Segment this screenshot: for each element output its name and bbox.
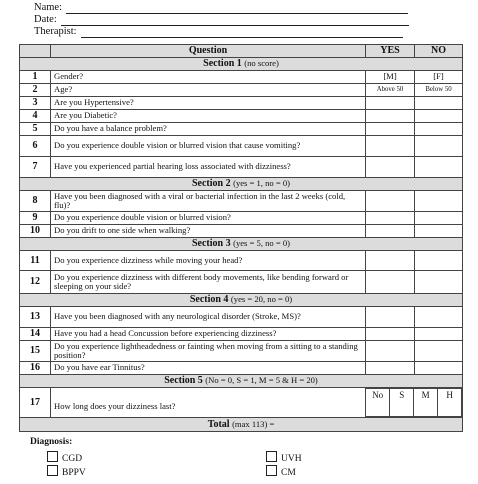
section-5-note: (No = 0, S = 1, M = 5 & H = 20)	[205, 375, 318, 386]
question-text: Do you drift to one side when walking?	[51, 225, 366, 238]
no-cell[interactable]	[415, 136, 463, 157]
yes-header: YES	[366, 45, 415, 58]
diagnosis-option-cm[interactable]	[266, 465, 296, 479]
option-label: CGD	[62, 454, 83, 464]
no-cell[interactable]	[415, 97, 463, 110]
yes-cell[interactable]	[366, 110, 415, 123]
yes-cell[interactable]	[366, 362, 415, 375]
question-text: Do you experience double vision or blurred vision?	[51, 212, 366, 225]
question-text: Have you experienced partial hearing loss associated with dizziness?	[51, 157, 366, 178]
section-2-title: Section 2	[191, 178, 231, 190]
question-header: Question	[51, 45, 366, 58]
yes-cell[interactable]	[366, 251, 415, 271]
checkbox-icon[interactable]	[266, 465, 277, 476]
question-text: Do you experience dizziness while moving your head?	[51, 251, 366, 271]
question-text: Are you Diabetic?	[51, 110, 366, 123]
diagnosis-option-cgd[interactable]	[47, 451, 82, 465]
therapist-field[interactable]	[81, 37, 403, 38]
yes-cell[interactable]	[366, 191, 415, 212]
no-cell[interactable]	[415, 362, 463, 375]
question-text: Have you had a head Concussion before experiencing dizziness?	[51, 328, 366, 341]
question-number: 8	[20, 191, 51, 212]
question-text: Gender?	[51, 71, 366, 84]
section-1-title: Section 1	[203, 58, 242, 70]
yes-cell[interactable]: Above 50	[366, 84, 415, 97]
question-text: Have you been diagnosed with a viral or bacterial infection in the last 2 weeks (cold, flu)?	[51, 191, 366, 212]
duration-options-cell	[366, 388, 463, 418]
checkbox-icon[interactable]	[266, 451, 277, 462]
table-row	[20, 84, 463, 97]
question-number: 5	[20, 123, 51, 136]
table-row	[20, 212, 463, 225]
table-header-row	[20, 45, 463, 58]
table-row	[20, 123, 463, 136]
question-number: 2	[20, 84, 51, 97]
section-5-title: Section 5	[164, 375, 203, 387]
option-h[interactable]: H	[438, 389, 462, 417]
question-number: 17	[20, 388, 51, 418]
no-cell[interactable]: Below 50	[415, 84, 463, 97]
section-3-note: (yes = 5, no = 0)	[233, 238, 291, 249]
no-cell[interactable]	[415, 225, 463, 238]
yes-cell[interactable]	[366, 212, 415, 225]
option-label: BPPV	[62, 468, 86, 478]
diagnosis-option-bppv[interactable]	[47, 465, 86, 479]
section-4-row	[20, 294, 463, 307]
question-text: Age?	[51, 84, 366, 97]
section-3-title: Section 3	[191, 238, 231, 250]
table-row	[20, 97, 463, 110]
question-number: 12	[20, 271, 51, 294]
yes-cell[interactable]	[366, 97, 415, 110]
question-number: 7	[20, 157, 51, 178]
option-label: UVH	[281, 454, 302, 464]
no-cell[interactable]: [F]	[415, 71, 463, 84]
diagnosis-option-uvh[interactable]	[266, 451, 302, 465]
question-text: Do you experience double vision or blurred vision that cause vomiting?	[51, 136, 366, 157]
table-row	[20, 388, 463, 418]
table-row	[20, 362, 463, 375]
question-number: 3	[20, 97, 51, 110]
section-2-row	[20, 178, 463, 191]
question-text: Are you Hypertensive?	[51, 97, 366, 110]
yes-cell[interactable]	[366, 307, 415, 328]
option-s[interactable]: S	[390, 389, 414, 417]
question-number: 13	[20, 307, 51, 328]
question-number: 11	[20, 251, 51, 271]
diagnosis-label: Diagnosis:	[30, 437, 73, 447]
section-1-row	[20, 58, 463, 71]
total-label: Total	[207, 418, 230, 430]
yes-cell[interactable]	[366, 225, 415, 238]
therapist-row	[34, 26, 403, 38]
question-number: 10	[20, 225, 51, 238]
table-row	[20, 225, 463, 238]
no-cell[interactable]	[415, 251, 463, 271]
question-number: 9	[20, 212, 51, 225]
checkbox-icon[interactable]	[47, 451, 58, 462]
date-label: Date:	[34, 14, 57, 25]
question-number: 15	[20, 341, 51, 362]
section-5-row	[20, 375, 463, 388]
section-2-note: (yes = 1, no = 0)	[233, 178, 291, 189]
no-cell[interactable]	[415, 191, 463, 212]
question-number: 6	[20, 136, 51, 157]
table-row	[20, 271, 463, 294]
yes-cell[interactable]	[366, 123, 415, 136]
question-number: 4	[20, 110, 51, 123]
table-row	[20, 110, 463, 123]
no-cell[interactable]	[415, 271, 463, 294]
question-text: Do you experience dizziness with different body movements, like bending forward or sleeping on your side?	[51, 271, 366, 294]
section-3-row	[20, 238, 463, 251]
yes-cell[interactable]	[366, 328, 415, 341]
date-row	[34, 14, 409, 26]
table-row	[20, 251, 463, 271]
option-label: CM	[281, 468, 296, 478]
option-m[interactable]: M	[414, 389, 438, 417]
name-row	[34, 2, 408, 14]
questionnaire-table	[19, 44, 463, 432]
table-row	[20, 191, 463, 212]
question-text: How long does your dizziness last?	[51, 388, 366, 418]
no-header: NO	[415, 45, 463, 58]
therapist-label: Therapist:	[34, 26, 77, 37]
yes-cell[interactable]	[366, 341, 415, 362]
section-4-note: (yes = 20, no = 0)	[230, 294, 293, 305]
yes-cell[interactable]	[366, 136, 415, 157]
question-number: 1	[20, 71, 51, 84]
yes-cell[interactable]	[366, 157, 415, 178]
no-cell[interactable]	[415, 123, 463, 136]
no-cell[interactable]	[415, 110, 463, 123]
no-cell[interactable]	[415, 157, 463, 178]
table-row	[20, 307, 463, 328]
table-row	[20, 71, 463, 84]
total-row	[20, 418, 463, 432]
section-4-title: Section 4	[189, 294, 229, 306]
total-note: (max 113) =	[232, 418, 275, 429]
question-number: 14	[20, 328, 51, 341]
question-text: Have you been diagnosed with any neurological disorder (Stroke, MS)?	[51, 307, 366, 328]
question-text: Do you have a balance problem?	[51, 123, 366, 136]
yes-cell[interactable]: [M]	[366, 71, 415, 84]
question-number: 16	[20, 362, 51, 375]
question-text: Do you experience lightheadedness or fainting when moving from a sitting to a standing position?	[51, 341, 366, 362]
table-row	[20, 157, 463, 178]
name-label: Name:	[34, 2, 62, 13]
table-row	[20, 136, 463, 157]
no-cell[interactable]	[415, 307, 463, 328]
question-text: Do you have ear Tinnitus?	[51, 362, 366, 375]
duration-options	[366, 388, 462, 417]
checkbox-icon[interactable]	[47, 465, 58, 476]
option-no[interactable]: No	[366, 389, 390, 417]
section-1-note: (no score)	[244, 58, 279, 69]
table-row	[20, 328, 463, 341]
no-cell[interactable]	[415, 328, 463, 341]
table-row	[20, 341, 463, 362]
yes-cell[interactable]	[366, 271, 415, 294]
no-cell[interactable]	[415, 212, 463, 225]
no-cell[interactable]	[415, 341, 463, 362]
